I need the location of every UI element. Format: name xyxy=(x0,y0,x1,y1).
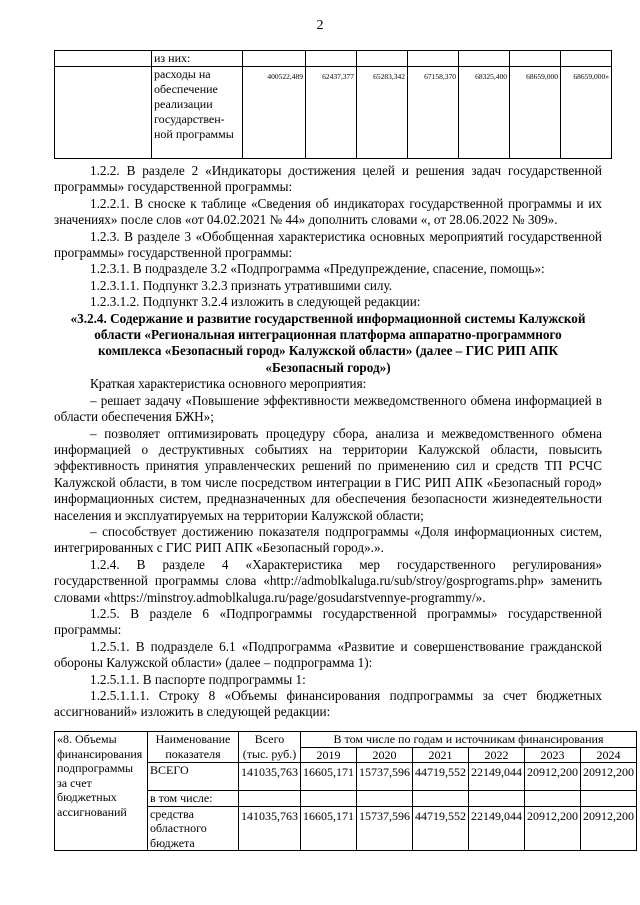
paragraph: – решает задачу «Повышение эффективности межведомственного обмена информацией в области обеспечения БЖН»; xyxy=(54,392,602,425)
table-cell: 15737,596 xyxy=(357,806,413,851)
table-cell: 65283,342 xyxy=(357,67,408,159)
paragraph: 1.2.5.1. В подразделе 6.1 «Подпрограмма «Развитие и совершенствование гражданской обороны Калужской области» (далее – подпрограмма 1): xyxy=(54,638,602,671)
table-cell xyxy=(408,51,459,67)
paragraph: 1.2.2.1. В сноске к таблице «Сведения об индикаторах государственной программы и их значениях» после слов «от 04.02.2021 № 44» дополнить словами «, от 28.06.2022 № 309». xyxy=(54,195,602,228)
table-cell: 44719,552 xyxy=(413,763,469,791)
table-cell: в том числе: xyxy=(148,791,239,807)
table-cell: 20912,200 xyxy=(581,763,637,791)
table-cell: 15737,596 xyxy=(357,763,413,791)
table-row xyxy=(55,51,612,67)
table-cell xyxy=(239,791,301,807)
page-number: 2 xyxy=(316,18,324,33)
table-cell: В том числе по годам и источникам финансирования xyxy=(301,732,637,748)
table-cell: 2019 xyxy=(301,747,357,763)
table-cell: из них: xyxy=(152,51,243,67)
table-cell: 2022 xyxy=(469,747,525,763)
table-cell xyxy=(413,791,469,807)
paragraph: 1.2.5.1.1.1. Строку 8 «Объемы финансирования подпрограммы за счет бюджетных ассигнований» изложить в следующей редакции: xyxy=(54,688,602,720)
table-cell: 400522,489 xyxy=(243,67,306,159)
table-cell xyxy=(306,51,357,67)
paragraph: – способствует достижению показателя подпрограммы «Доля информационных систем, интегрированных с ГИС РИП АПК «Безопасный город».». xyxy=(54,523,602,556)
table-cell xyxy=(55,51,152,67)
table-cell: Наименование показателя xyxy=(148,732,239,763)
table-cell: ВСЕГО xyxy=(148,763,239,791)
table-cell: 20912,200 xyxy=(581,806,637,851)
paragraph: Краткая характеристика основного мероприятия: xyxy=(90,376,367,392)
table-cell xyxy=(55,67,152,159)
table-cell: 44719,552 xyxy=(413,806,469,851)
table-cell xyxy=(357,51,408,67)
table-cell: 22149,044 xyxy=(469,763,525,791)
table-cell: «8. Объемы финансирования подпрограммы за счет бюджетных ассигнований xyxy=(55,732,148,851)
section-heading: «3.2.4. Содержание и развитие государственной информационной системы Калужской области «Региональная интеграционная платформа аппаратно-программного комплекса «Безопасный город» Калужской области» (далее – ГИС РИП АПК «Безопасный город») xyxy=(70,310,586,375)
table-cell xyxy=(561,51,612,67)
table-cell: средства областного бюджета xyxy=(148,806,239,851)
table-cell xyxy=(301,791,357,807)
table-cell xyxy=(581,791,637,807)
table-row xyxy=(55,732,637,748)
paragraph: 1.2.4. В разделе 4 «Характеристика мер государственного регулирования» государственной программы слова «http://admoblkaluga.ru/sub/stroy/gosprograms.php» заменить словами «https://minstroy.admoblkaluga.ru/page/gosudarstvennye-programmy/». xyxy=(54,556,602,605)
table-cell: 20912,200 xyxy=(525,806,581,851)
table-cell: 141035,763 xyxy=(239,806,301,851)
table-cell: Всего (тыс. руб.) xyxy=(239,732,301,763)
table-cell: 22149,044 xyxy=(469,806,525,851)
table-cell: 68325,400 xyxy=(459,67,510,159)
table-cell: 16605,171 xyxy=(301,763,357,791)
table-cell: 16605,171 xyxy=(301,806,357,851)
table-cell: 2024 xyxy=(581,747,637,763)
table-cell: 68659,000 xyxy=(510,67,561,159)
paragraph: 1.2.3.1.1. Подпункт 3.2.3 признать утратившими силу. xyxy=(90,277,393,293)
table-cell xyxy=(510,51,561,67)
table-cell: 2023 xyxy=(525,747,581,763)
paragraph: 1.2.3.1. В подразделе 3.2 «Подпрограмма «Предупреждение, спасение, помощь»: xyxy=(90,261,545,277)
paragraph: 1.2.2. В разделе 2 «Индикаторы достижения целей и решения задач государственной программы» государственной программы: xyxy=(54,163,602,195)
paragraph: 1.2.3.1.2. Подпункт 3.2.4 изложить в следующей редакции: xyxy=(90,294,421,310)
table-row xyxy=(55,67,612,159)
table-cell: 20912,200 xyxy=(525,763,581,791)
funding-table xyxy=(54,731,637,851)
table-cell xyxy=(459,51,510,67)
table-cell xyxy=(243,51,306,67)
top-table xyxy=(54,50,612,159)
table-cell: 68659,000» xyxy=(561,67,612,159)
paragraph: 1.2.5. В разделе 6 «Подпрограммы государственной программы» государственной программы: xyxy=(54,605,602,638)
table-cell: 2021 xyxy=(413,747,469,763)
table-cell: 2020 xyxy=(357,747,413,763)
table-cell xyxy=(357,791,413,807)
paragraph: 1.2.5.1.1. В паспорте подпрограммы 1: xyxy=(90,671,306,687)
table-cell: 141035,763 xyxy=(239,763,301,791)
paragraph: – позволяет оптимизировать процедуру сбора, анализа и межведомственного обмена информацией о деструктивных событиях на территории Калужской области, повысить эффективность принятия управленческих решений по применению сил и средств ТП РСЧС Калужской области, в том числе посредством интеграции в ГИС РИП АПК «Безопасный город» информационных систем, предназначенных для обеспечения безопасности жизнедеятельности населения и эксплуатируемых на территории Калужской области; xyxy=(54,425,602,523)
table-cell xyxy=(469,791,525,807)
paragraph: 1.2.3. В разделе 3 «Обобщенная характеристика основных мероприятий государственной программы» государственной программы: xyxy=(54,228,602,261)
table-cell xyxy=(525,791,581,807)
table-cell: 67158,370 xyxy=(408,67,459,159)
table-cell: расходы на обеспечение реализации государствен-ной программы xyxy=(152,67,243,159)
table-cell: 62437,377 xyxy=(306,67,357,159)
